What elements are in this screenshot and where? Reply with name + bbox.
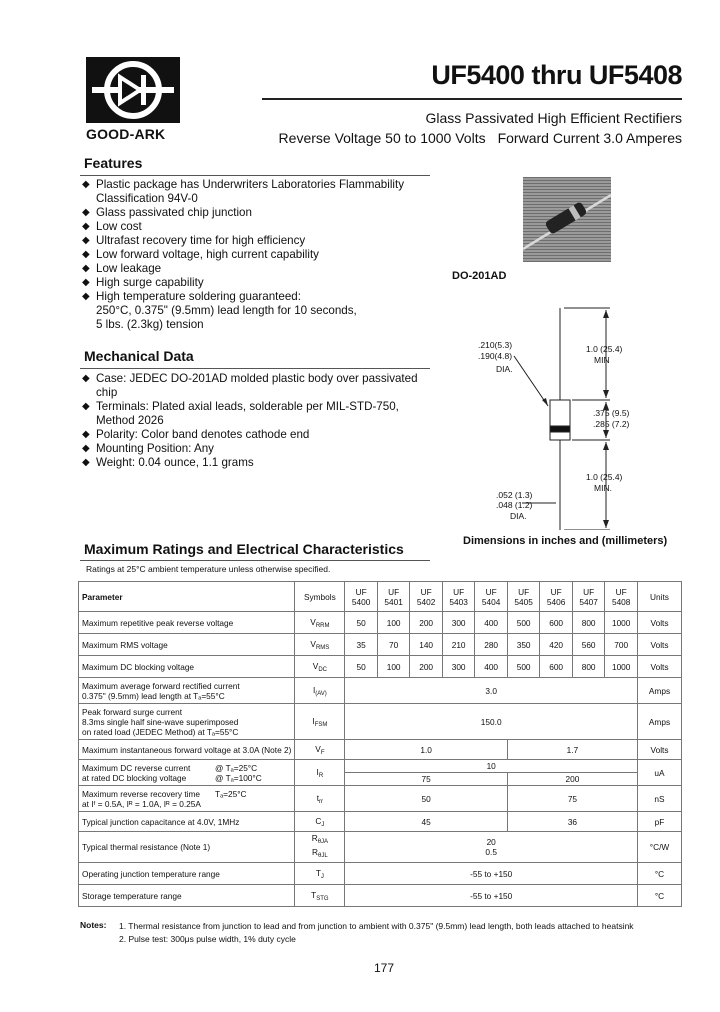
table-row: Maximum DC blocking voltage $V_{DC}$ 50 100 200 300 400 500 600 800 1000 Volts (79, 656, 682, 678)
table-header-row (79, 582, 682, 612)
table-row: Maximum instantaneous forward voltage at 3.0A (Note 2) $V_F$ 1.0 1.7 Volts (79, 740, 682, 760)
list-item: ◆ Weight: 0.04 ounce, 1.1 grams (82, 456, 418, 470)
forward-current: Forward Current 3.0 Amperes (497, 130, 682, 146)
ratings-divider (80, 560, 430, 561)
list-item: Classification 94V-0 (96, 192, 198, 205)
notes-label: Notes: (80, 920, 107, 930)
ratings-summary (279, 130, 682, 146)
mechanical-heading: Mechanical Data (84, 348, 194, 364)
table-row: Maximum repetitive peak reverse voltage $V_{RRM}$ 50 100 200 300 400 500 600 800 1000 Volts (79, 612, 682, 634)
dim-lead-dia-min: .048 (1.2) (496, 500, 533, 510)
subtitle: Glass Passivated High Efficient Rectifiers (425, 110, 682, 126)
dim-lead-top: 1.0 (25.4) (586, 344, 623, 354)
diode-photo-icon (523, 177, 611, 262)
col-parameter: Parameter (79, 582, 295, 612)
notes-list (119, 920, 634, 946)
col-uf5403: UF 5403 (442, 582, 475, 612)
features-divider (80, 175, 430, 176)
dim-body-dia-label: DIA. (496, 364, 513, 374)
dim-lead-top-label: MIN (594, 355, 610, 365)
col-uf5405: UF 5405 (507, 582, 540, 612)
ratings-table (78, 581, 682, 907)
dimensions-caption: Dimensions in inches and (millimeters) (463, 535, 668, 547)
col-uf5402: UF 5402 (410, 582, 443, 612)
col-uf5408: UF 5408 (605, 582, 638, 612)
reverse-voltage: Reverse Voltage 50 to 1000 Volts (278, 130, 486, 146)
table-row: Typical thermal resistance (Note 1) $R_{\theta JA}$ $R_{\theta JL}$ 20 0.5 °C/W (79, 832, 682, 863)
list-item: ◆ Plastic package has Underwriters Laboratories Flammability (82, 178, 404, 192)
col-uf5407: UF 5407 (572, 582, 605, 612)
features-list (82, 178, 404, 332)
table-row: Maximum DC reverse current @ Tₐ=25°C at rated DC blocking voltage @ Tₐ=100°C $I_R$ 10 uA (79, 760, 682, 773)
list-item: ◆ High temperature soldering guaranteed: (82, 290, 404, 304)
package-name: DO-201AD (452, 270, 507, 282)
col-uf5401: UF 5401 (377, 582, 410, 612)
ratings-heading: Maximum Ratings and Electrical Characteristics (84, 541, 404, 557)
list-item: 1. Thermal resistance from junction to lead and from junction to ambient with 0.375" (9.5mm) lead length, both leads attached to heatsink (119, 921, 634, 931)
list-item: ◆ Low forward voltage, high current capability (82, 248, 404, 262)
list-item: ◆ Low cost (82, 220, 404, 234)
col-uf5400: UF 5400 (345, 582, 378, 612)
list-item: 2. Pulse test: 300μs pulse width, 1% duty cycle (119, 934, 296, 944)
dimension-drawing (460, 298, 660, 530)
diode-logo-icon (86, 57, 180, 123)
list-item: ◆ Terminals: Plated axial leads, solderable per MIL-STD-750, (82, 400, 418, 414)
table-row: Maximum RMS voltage $V_{RMS}$ 35 70 140 210 280 350 420 560 700 Volts (79, 634, 682, 656)
col-units: Units (638, 582, 682, 612)
title-divider (262, 98, 682, 100)
brand-name: GOOD-ARK (86, 126, 166, 142)
list-item: 5 lbs. (2.3kg) tension (96, 318, 204, 331)
ratings-note: Ratings at 25°C ambient temperature unless otherwise specified. (86, 564, 331, 574)
col-uf5404: UF 5404 (475, 582, 508, 612)
package-photo (523, 177, 611, 262)
mechanical-list (82, 372, 418, 470)
table-row: Peak forward surge current 8.3ms single half sine-wave superimposed on rated load (JEDEC Method) at Tₐ=55°C $I_{FSM}$ 150.0 Amps (79, 704, 682, 740)
features-heading: Features (84, 155, 143, 171)
dim-lead-bottom: 1.0 (25.4) (586, 472, 623, 482)
table-row: 75 200 (79, 773, 682, 786)
mechanical-divider (80, 368, 430, 369)
table-row: Storage temperature range $T_{STG}$ -55 to +150 °C (79, 885, 682, 907)
dim-lead-dia-max: .052 (1.3) (496, 490, 533, 500)
list-item: ◆ Polarity: Color band denotes cathode end (82, 428, 418, 442)
list-item: ◆ High surge capability (82, 276, 404, 290)
logo-mark (86, 57, 180, 123)
list-item: ◆ Glass passivated chip junction (82, 206, 404, 220)
dim-lead-dia-label: DIA. (510, 511, 527, 521)
list-item: Method 2026 (96, 414, 164, 427)
list-item: ◆ Mounting Position: Any (82, 442, 418, 456)
dim-body-len-min: .285 (7.2) (593, 419, 630, 429)
list-item: ◆ Low leakage (82, 262, 404, 276)
dim-lead-bottom-label: MIN. (594, 483, 612, 493)
dim-body-dia-min: .190(4.8) (478, 351, 513, 361)
list-item: ◆ Case: JEDEC DO-201AD molded plastic body over passivated (82, 372, 418, 386)
col-symbols: Symbols (295, 582, 345, 612)
table-row: Typical junction capacitance at 4.0V, 1MHz $C_J$ 45 36 pF (79, 812, 682, 832)
list-item: 250°C, 0.375" (9.5mm) lead length for 10 seconds, (96, 304, 357, 317)
table-row: Maximum average forward rectified current 0.375" (9.5mm) lead length at Tₐ=55°C $I_{(AV)}$ 3.0 Amps (79, 678, 682, 704)
table-row: Maximum reverse recovery time Tₐ=25°C at Iᶠ = 0.5A, Iᴿ = 1.0A, Iᴿ = 0.25A $t_{rr}$ 50 75 nS (79, 786, 682, 812)
dim-body-len-max: .375 (9.5) (593, 408, 630, 418)
page-number: 177 (374, 961, 395, 975)
dim-body-dia-max: .210(5.3) (478, 340, 513, 350)
list-item: chip (96, 386, 118, 399)
table-row: Operating junction temperature range $T_J$ -55 to +150 °C (79, 863, 682, 885)
col-uf5406: UF 5406 (540, 582, 573, 612)
page-title: UF5400 thru UF5408 (431, 60, 682, 90)
list-item: ◆ Ultrafast recovery time for high efficiency (82, 234, 404, 248)
